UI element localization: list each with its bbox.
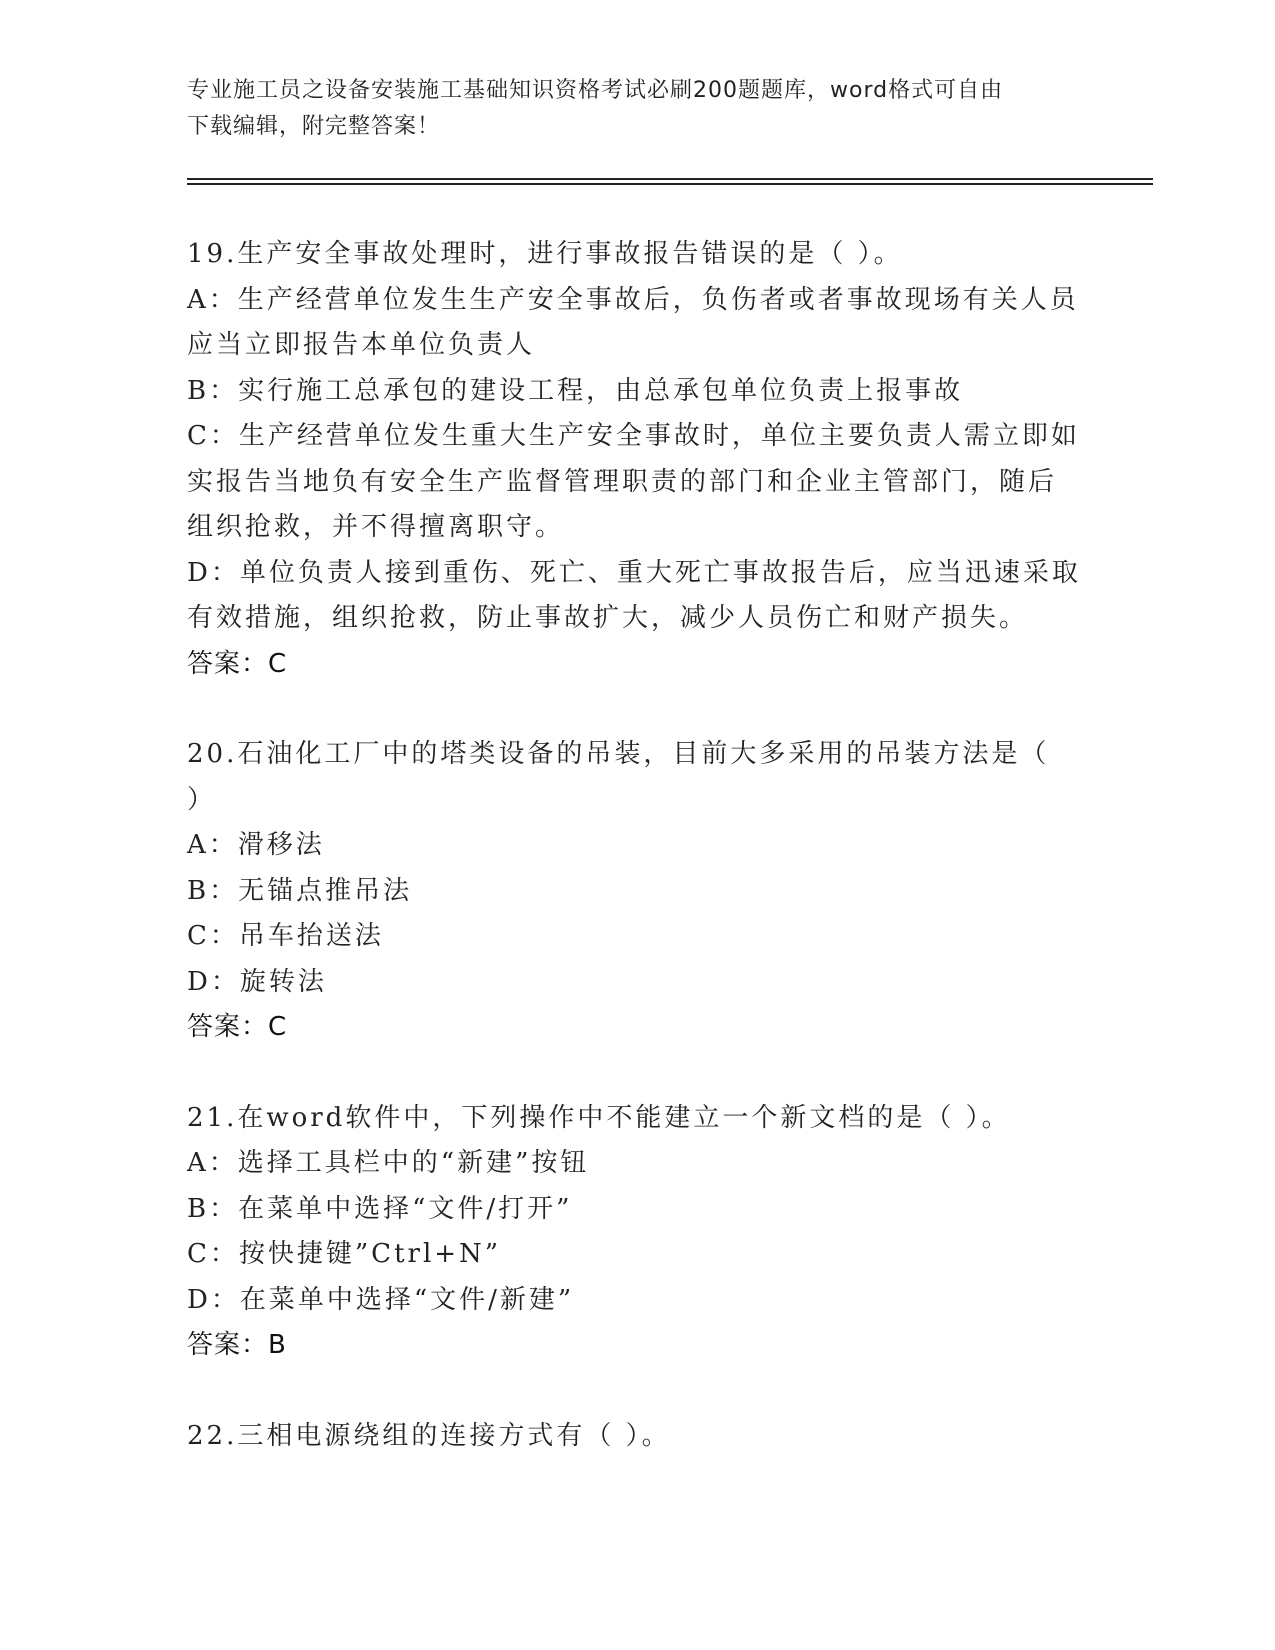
answer-option: C：生产经营单位发生重大生产安全事故时，单位主要负责人需立即如 [187,421,1080,451]
document-header [187,73,1067,145]
answer-option: A：选择工具栏中的“新建”按钮 [187,1148,590,1178]
question-item [187,232,1087,687]
question-stem: 21.在word软件中，下列操作中不能建立一个新文档的是（ ）。 [187,1102,1011,1133]
question-list [187,232,1087,1459]
answer-key: 答案：C [187,648,288,679]
answer-key: 答案：C [187,1012,288,1042]
question-stem: ） [187,784,217,815]
answer-option: 有效措施，组织抢救，防止事故扩大，减少人员伤亡和财产损失。 [187,603,1029,633]
answer-option: C：吊车抬送法 [187,921,384,951]
question-stem: 20.石油化工厂中的塔类设备的吊装，目前大多采用的吊装方法是（ [187,739,1050,769]
question-item [187,732,1087,1051]
answer-option: A：生产经营单位发生生产安全事故后，负伤者或者事故现场有关人员 [187,284,1079,315]
answer-option: A：滑移法 [187,830,325,860]
answer-option: D：旋转法 [187,966,327,997]
question-stem: 19.生产安全事故处理时，进行事故报告错误的是（ ）。 [187,239,903,269]
answer-option: D：单位负责人接到重伤、死亡、重大死亡事故报告后，应当迅速采取 [187,557,1081,588]
question-item [187,1414,1087,1460]
question-stem: 22.三相电源绕组的连接方式有（ ）。 [187,1420,671,1451]
answer-option: 实报告当地负有安全生产监督管理职责的部门和企业主管部门，随后 [187,466,1058,497]
answer-option: 应当立即报告本单位负责人 [187,330,536,360]
answer-option: C：按快捷键”Ctrl+N” [187,1239,502,1269]
header-divider-top [187,178,1153,180]
answer-option: 组织抢救，并不得擅离职守。 [187,512,565,542]
answer-option: B：在菜单中选择“文件/打开” [187,1193,573,1224]
header-line-1: 专业施工员之设备安装施工基础知识资格考试必刷200题题库，word格式可自由 [187,78,1004,103]
answer-option: B：实行施工总承包的建设工程，由总承包单位负责上报事故 [187,375,964,406]
answer-key: 答案：B [187,1330,287,1360]
answer-option: B：无锚点推吊法 [187,875,413,906]
question-item [187,1096,1087,1369]
header-line-2: 下载编辑，附完整答案！ [187,114,441,139]
answer-option: D：在菜单中选择“文件/新建” [187,1284,575,1315]
header-divider-bottom [187,183,1153,185]
